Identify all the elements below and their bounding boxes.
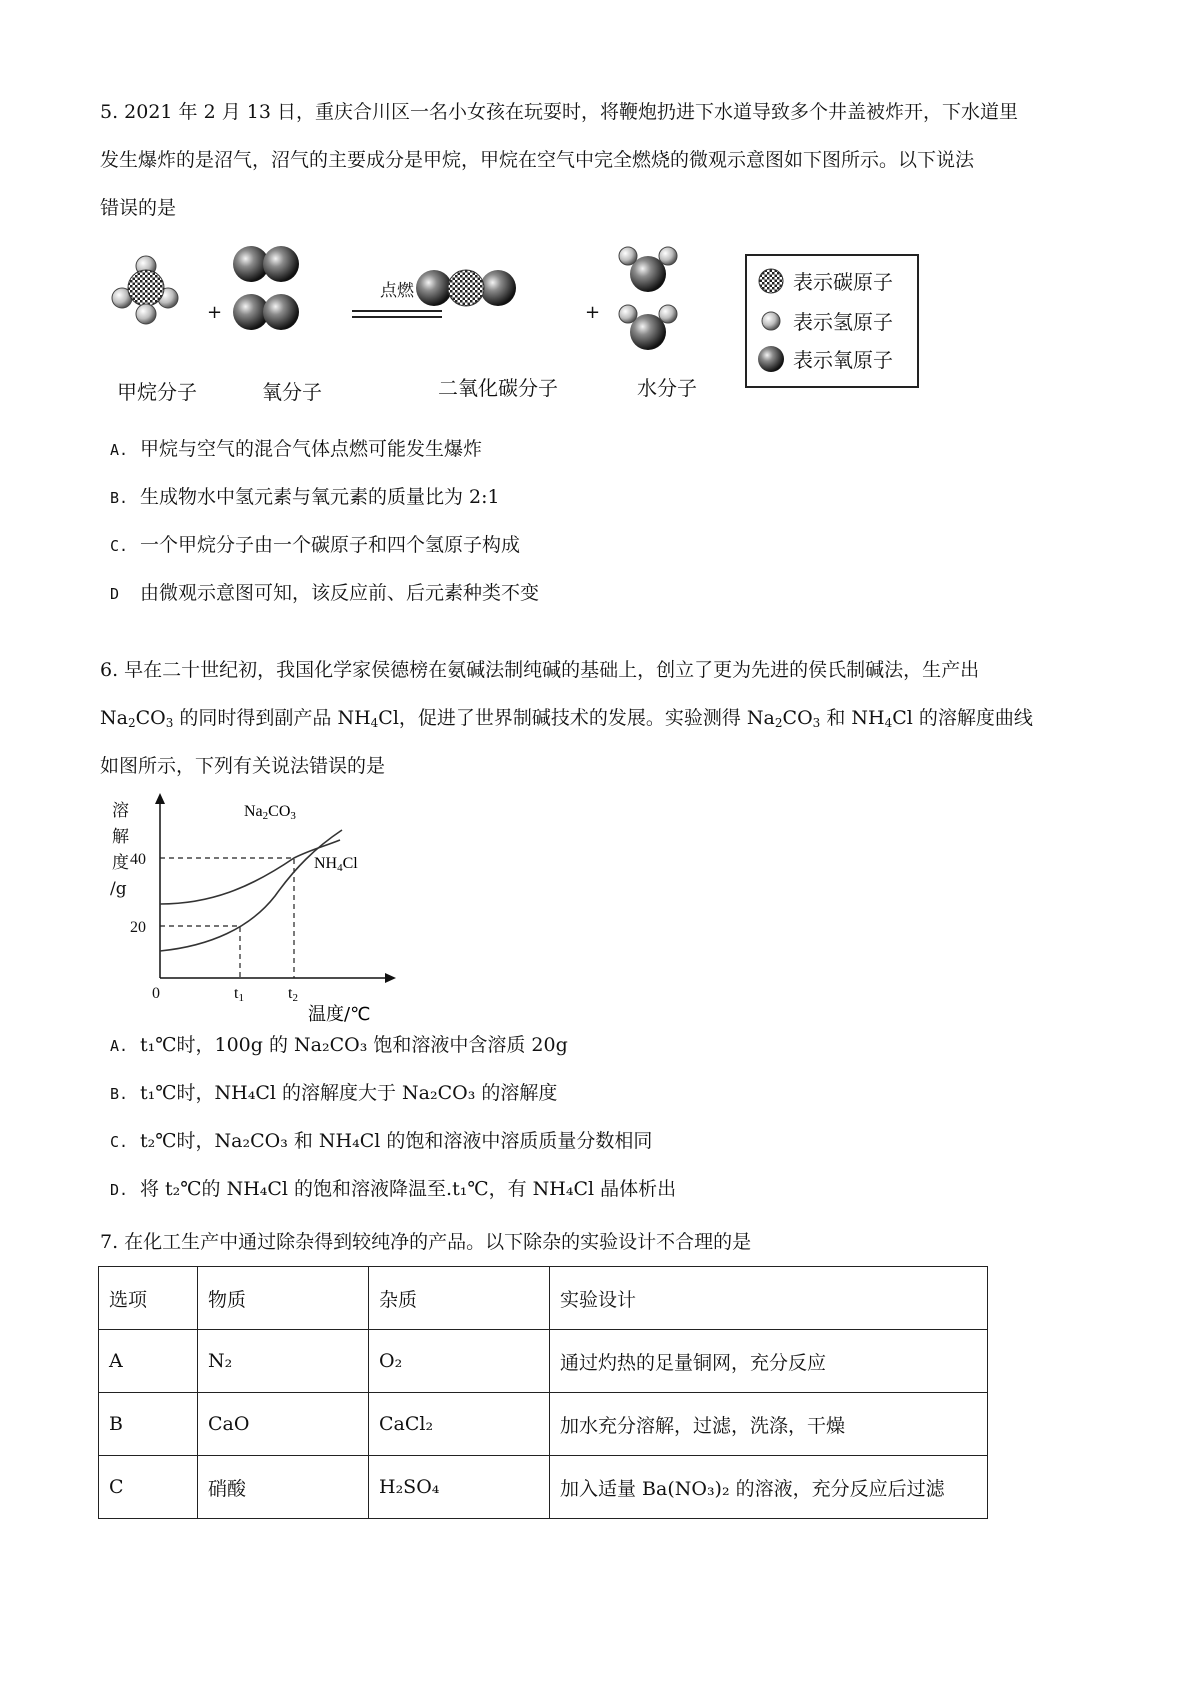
row-c-design: 加入适量 Ba(NO₃)₂ 的溶液，充分反应后过滤 bbox=[550, 1456, 988, 1519]
row-b-option: B bbox=[99, 1393, 198, 1456]
q5-option-d[interactable] bbox=[110, 578, 1110, 609]
q6-stem-line3: 如图所示，下列有关说法错误的是 bbox=[100, 755, 386, 777]
y-axis-arrow-icon bbox=[155, 793, 165, 804]
reaction-condition: 点燃 bbox=[380, 281, 414, 301]
legend-oxygen-text: 表示氧原子 bbox=[793, 348, 893, 372]
row-b-substance: CaO bbox=[198, 1393, 369, 1456]
series-na2co3-curve bbox=[160, 830, 342, 951]
q5-stem-line3: 错误的是 bbox=[100, 197, 177, 219]
row-a-design: 通过灼热的足量铜网，充分反应 bbox=[550, 1330, 988, 1393]
table-row bbox=[99, 1456, 988, 1519]
y-tick-20: 20 bbox=[130, 919, 146, 936]
x-tick-t1: t1 bbox=[234, 985, 244, 1004]
methane-combustion-diagram bbox=[100, 240, 760, 370]
q7-stem: 7. 在化工生产中通过除杂得到较纯净的产品。以下除杂的实验设计不合理的是 bbox=[100, 1231, 752, 1253]
q5-option-c[interactable] bbox=[110, 530, 1110, 561]
oxygen-label: 氧分子 bbox=[262, 380, 322, 404]
q6-option-a-letter: A. bbox=[110, 1037, 129, 1055]
q5-stem-line2: 发生爆炸的是沼气，沼气的主要成分是甲烷，甲烷在空气中完全燃烧的微观示意图如下图所示。以下说法 bbox=[100, 149, 975, 171]
water-label: 水分子 bbox=[637, 376, 697, 400]
x-axis-label: 温度/℃ bbox=[308, 1004, 371, 1024]
q5-option-b-letter: B. bbox=[110, 489, 129, 507]
header-substance: 物质 bbox=[198, 1267, 369, 1330]
q5-option-d-letter: D bbox=[110, 585, 120, 603]
header-option: 选项 bbox=[99, 1267, 198, 1330]
row-a-option: A bbox=[99, 1330, 198, 1393]
q5-option-b-text: 生成物水中氢元素与氧元素的质量比为 2:1 bbox=[140, 486, 500, 508]
legend-carbon-text: 表示碳原子 bbox=[793, 270, 893, 294]
water-molecules bbox=[619, 247, 677, 350]
q6-option-c-letter: C. bbox=[110, 1133, 129, 1151]
q6-option-d[interactable] bbox=[110, 1174, 1110, 1205]
row-a-substance: N₂ bbox=[198, 1330, 369, 1393]
x-tick-0: 0 bbox=[152, 985, 160, 1002]
y-label-char-2: 解 bbox=[112, 827, 129, 847]
q5-option-b[interactable] bbox=[110, 482, 1110, 513]
q7-table bbox=[98, 1266, 988, 1519]
y-label-char-4: /g bbox=[110, 879, 127, 899]
methane-molecule bbox=[112, 256, 178, 324]
header-impurity: 杂质 bbox=[369, 1267, 550, 1330]
q6-stem-line1: 6. 早在二十世纪初，我国化学家侯德榜在氨碱法制纯碱的基础上，创立了更为先进的侯氏制碱法，生产出 bbox=[100, 659, 980, 681]
q6-option-d-letter: D. bbox=[110, 1181, 129, 1199]
hydrogen-atom-icon bbox=[757, 307, 785, 335]
plus-sign-1: + bbox=[207, 302, 223, 323]
table-header-row bbox=[99, 1267, 988, 1330]
q6-option-b-text: t₁℃时，NH₄Cl 的溶解度大于 Na₂CO₃ 的溶解度 bbox=[140, 1082, 558, 1104]
y-label-char-3: 度 bbox=[112, 853, 129, 873]
q6-option-c-text: t₂℃时，Na₂CO₃ 和 NH₄Cl 的饱和溶液中溶质质量分数相同 bbox=[140, 1130, 653, 1152]
q6-option-a-text: t₁℃时，100g 的 Na₂CO₃ 饱和溶液中含溶质 20g bbox=[140, 1034, 568, 1056]
x-tick-t2: t2 bbox=[288, 985, 298, 1004]
q5-stem-line1: 5. 2021 年 2 月 13 日，重庆合川区一名小女孩在玩耍时，将鞭炮扔进下水道导致多个井盖被炸开，下水道里 bbox=[100, 101, 1018, 123]
legend-hydrogen-text: 表示氢原子 bbox=[793, 310, 893, 334]
q5-option-a[interactable] bbox=[110, 434, 1110, 465]
plus-sign-2: + bbox=[585, 302, 601, 323]
q6-stem-line2: $Na_2CO_3$ 的同时得到副产品 $NH_4Cl$，促进了世界制碱技术的发展。实验测得 $Na_2CO_3$ 和 $NH_4Cl$ 的溶解度曲线 bbox=[100, 707, 1033, 730]
q5-option-c-letter: C. bbox=[110, 537, 129, 555]
x-axis-arrow-icon bbox=[385, 973, 396, 983]
dashed-guide-t2 bbox=[160, 858, 294, 978]
legend-oxygen bbox=[757, 344, 893, 373]
row-a-impurity: O₂ bbox=[369, 1330, 550, 1393]
row-b-impurity: CaCl₂ bbox=[369, 1393, 550, 1456]
q5-option-d-text: 由微观示意图可知，该反应前、后元素种类不变 bbox=[140, 582, 540, 604]
legend-hydrogen bbox=[757, 306, 893, 335]
solubility-chart bbox=[100, 788, 420, 1024]
oxygen-molecules bbox=[233, 246, 299, 330]
row-b-design: 加水充分溶解，过滤，洗涤，干燥 bbox=[550, 1393, 988, 1456]
q6-option-b-letter: B. bbox=[110, 1085, 129, 1103]
y-tick-40: 40 bbox=[130, 851, 146, 868]
oxygen-atom-icon bbox=[757, 345, 785, 373]
q6-option-a[interactable] bbox=[110, 1030, 1110, 1061]
q6-option-b[interactable] bbox=[110, 1078, 1110, 1109]
co2-label: 二氧化碳分子 bbox=[438, 376, 558, 400]
series-nh4cl-curve bbox=[160, 840, 340, 904]
equals-bar-top bbox=[352, 310, 442, 312]
header-design: 实验设计 bbox=[550, 1267, 988, 1330]
q6-option-c[interactable] bbox=[110, 1126, 1110, 1157]
atom-legend bbox=[745, 254, 919, 388]
series-label-nh4cl: NH4Cl bbox=[314, 855, 358, 874]
carbon-atom-icon bbox=[757, 267, 785, 295]
methane-label: 甲烷分子 bbox=[117, 380, 197, 404]
row-c-substance: 硝酸 bbox=[198, 1456, 369, 1519]
q5-option-a-text: 甲烷与空气的混合气体点燃可能发生爆炸 bbox=[140, 438, 483, 460]
table-row bbox=[99, 1330, 988, 1393]
row-c-option: C bbox=[99, 1456, 198, 1519]
series-label-na2co3: Na2CO3 bbox=[244, 803, 296, 822]
equals-bar-bottom bbox=[352, 316, 442, 318]
q5-option-a-letter: A. bbox=[110, 441, 129, 459]
table-row bbox=[99, 1393, 988, 1456]
legend-carbon bbox=[757, 266, 893, 295]
q6-option-d-text: 将 t₂℃的 NH₄Cl 的饱和溶液降温至.t₁℃，有 NH₄Cl 晶体析出 bbox=[140, 1178, 677, 1200]
y-label-char-1: 溶 bbox=[112, 801, 129, 821]
q5-option-c-text: 一个甲烷分子由一个碳原子和四个氢原子构成 bbox=[140, 534, 521, 556]
row-c-impurity: H₂SO₄ bbox=[369, 1456, 550, 1519]
